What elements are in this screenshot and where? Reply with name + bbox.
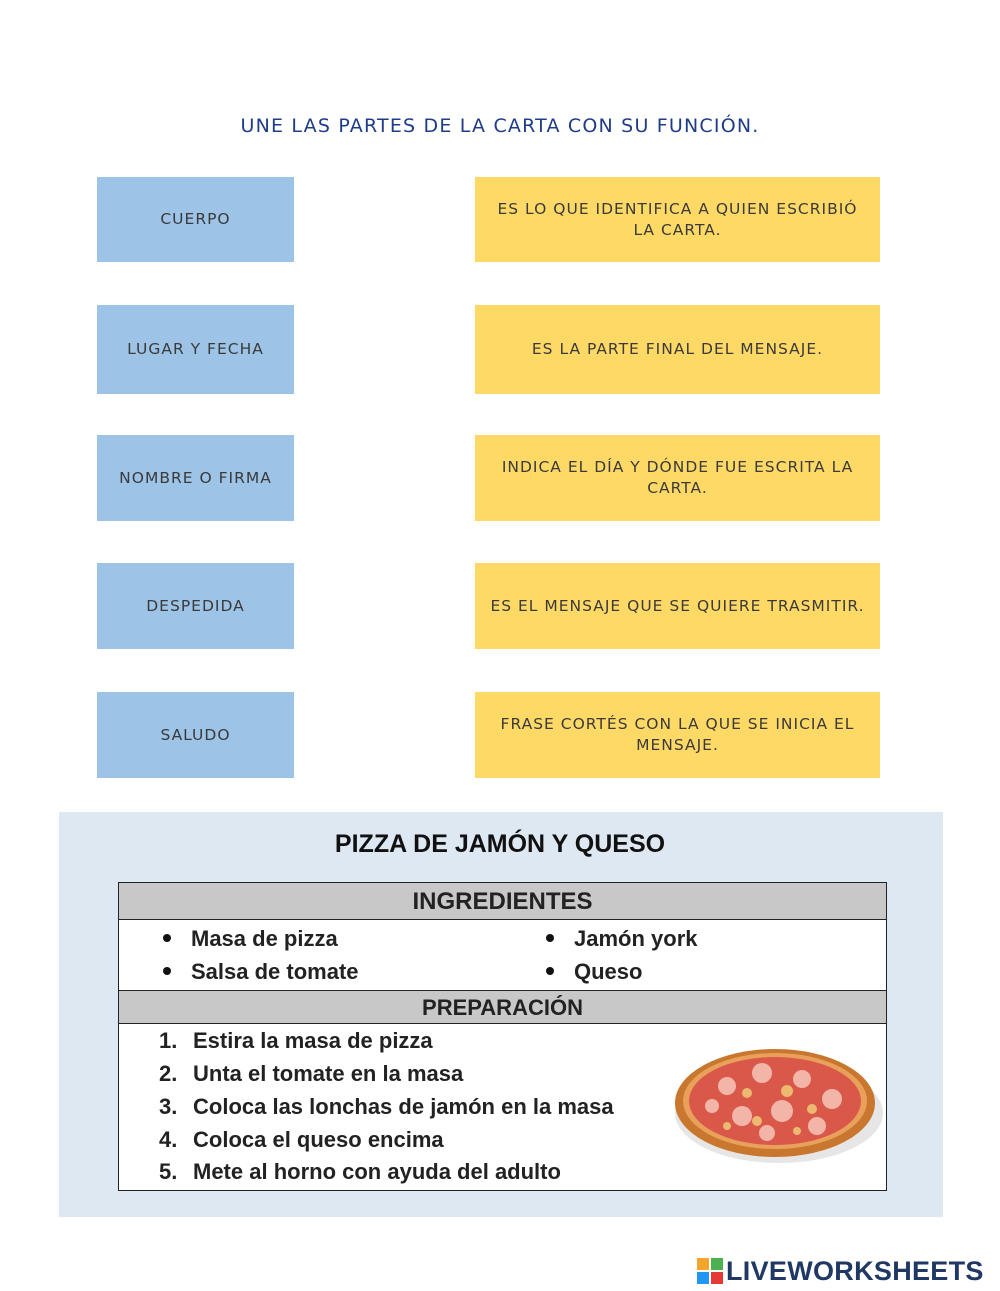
step-text: Coloca el queso encima <box>193 1127 444 1152</box>
part-box-saludo[interactable]: SALUDO <box>97 692 294 778</box>
step-item <box>159 1127 444 1153</box>
function-box-parte-final[interactable]: ES LA PARTE FINAL DEL MENSAJE. <box>475 305 880 394</box>
ingredient-label: Salsa de tomate <box>191 959 359 984</box>
step-item <box>159 1159 561 1185</box>
step-number: 5. <box>159 1159 178 1184</box>
bullet-icon <box>546 967 554 975</box>
preparation-header: PREPARACIÓN <box>119 990 886 1024</box>
part-box-nombre-o-firma[interactable]: NOMBRE O FIRMA <box>97 435 294 521</box>
part-box-lugar-y-fecha[interactable]: LUGAR Y FECHA <box>97 305 294 394</box>
ingredient-label: Masa de pizza <box>191 926 338 951</box>
bullet-icon <box>163 934 171 942</box>
recipe-title: PIZZA DE JAMÓN Y QUESO <box>334 830 666 858</box>
step-text: Estira la masa de pizza <box>193 1028 433 1053</box>
worksheet-instruction: UNE LAS PARTES DE LA CARTA CON SU FUNCIÓN. <box>240 115 760 137</box>
step-text: Mete al horno con ayuda del adulto <box>193 1159 561 1184</box>
function-box-frase-cortes[interactable]: FRASE CORTÉS CON LA QUE SE INICIA EL MENSAJE. <box>475 692 880 778</box>
logo-text: LIVEWORKSHEETS <box>726 1255 984 1286</box>
recipe-table <box>118 882 887 1191</box>
pizza-image <box>667 1041 887 1166</box>
ingredient-label: Jamón york <box>574 926 698 951</box>
function-box-dia-donde[interactable]: INDICA EL DÍA Y DÓNDE FUE ESCRITA LA CARTA. <box>475 435 880 521</box>
ingredient-item <box>163 926 338 952</box>
function-box-mensaje[interactable]: ES EL MENSAJE QUE SE QUIERE TRASMITIR. <box>475 563 880 649</box>
step-number: 3. <box>159 1094 178 1119</box>
step-number: 2. <box>159 1061 178 1086</box>
step-text: Unta el tomate en la masa <box>193 1061 464 1086</box>
step-item <box>159 1028 433 1054</box>
liveworksheets-logo-icon <box>697 1258 723 1284</box>
step-number: 4. <box>159 1127 178 1152</box>
step-item <box>159 1094 614 1120</box>
step-number: 1. <box>159 1028 178 1053</box>
part-box-despedida[interactable]: DESPEDIDA <box>97 563 294 649</box>
step-item <box>159 1061 463 1087</box>
liveworksheets-logo <box>697 1256 984 1286</box>
ingredient-item <box>546 959 642 985</box>
bullet-icon <box>546 934 554 942</box>
ingredient-item <box>546 926 698 952</box>
step-text: Coloca las lonchas de jamón en la masa <box>193 1094 614 1119</box>
ingredient-item <box>163 959 359 985</box>
ingredients-header: INGREDIENTES <box>119 883 886 920</box>
ingredient-label: Queso <box>574 959 643 984</box>
part-box-cuerpo[interactable]: CUERPO <box>97 177 294 262</box>
bullet-icon <box>163 967 171 975</box>
function-box-identifica[interactable]: ES LO QUE IDENTIFICA A QUIEN ESCRIBIÓ LA CARTA. <box>475 177 880 262</box>
